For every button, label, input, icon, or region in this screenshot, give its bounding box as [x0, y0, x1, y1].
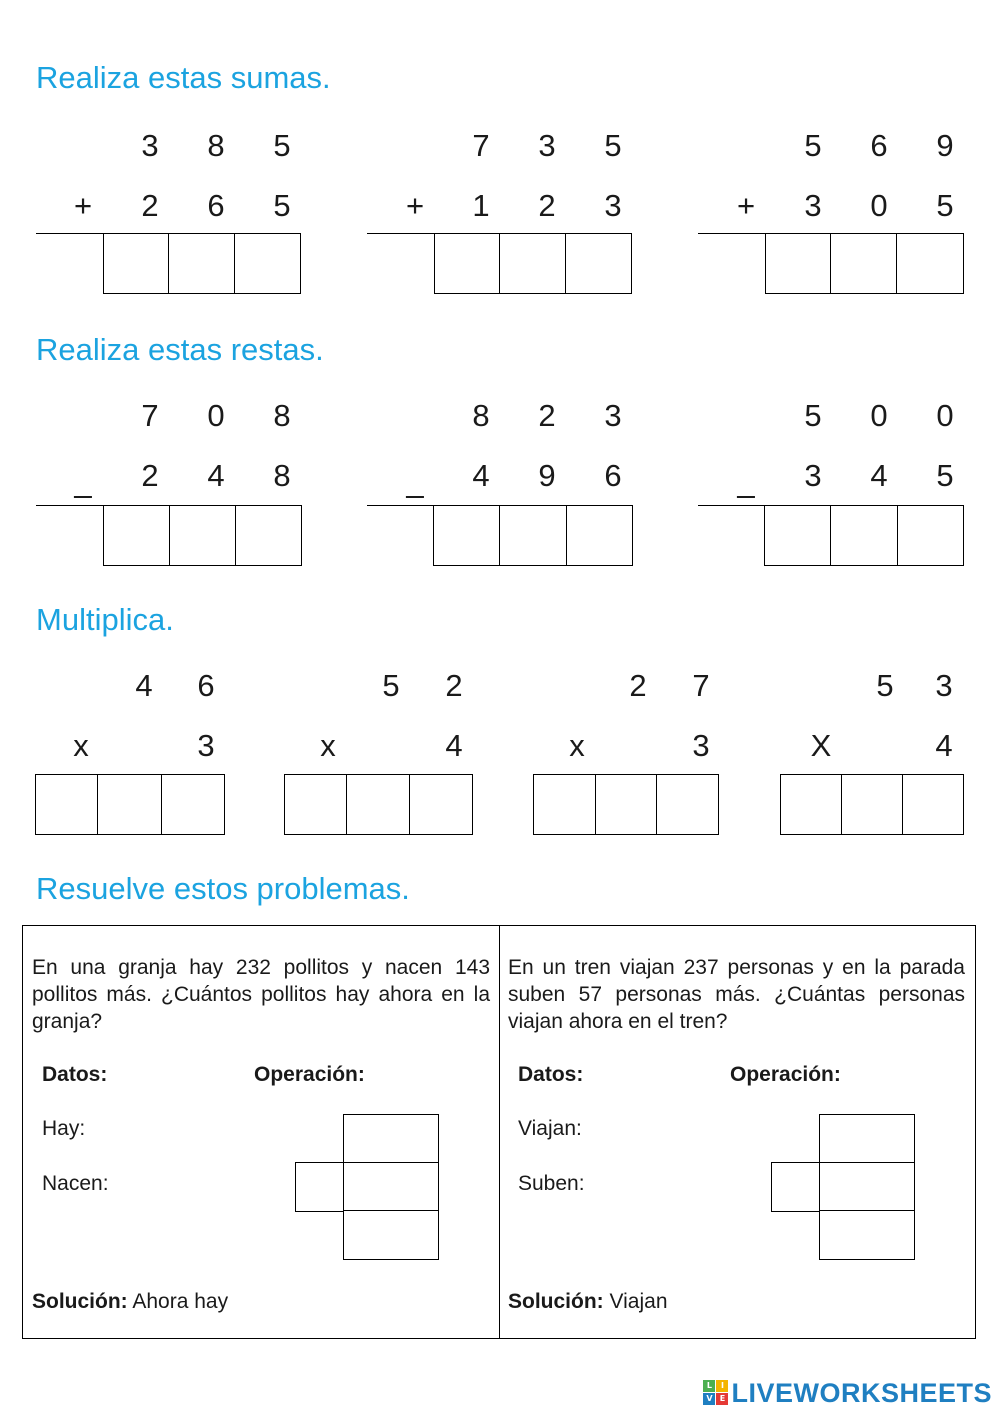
operation-sign-box[interactable]: [771, 1162, 821, 1212]
subtraction-line: [36, 505, 103, 506]
operation-box[interactable]: [343, 1114, 439, 1164]
operation-box[interactable]: [343, 1162, 439, 1212]
solution-line: [508, 1290, 668, 1314]
answer-box[interactable]: [566, 505, 633, 566]
digit: 7: [141, 398, 159, 433]
data-label: Datos:: [42, 1063, 108, 1086]
digit: 5: [604, 128, 622, 163]
logo-text: LIVEWORKSHEETS: [731, 1377, 992, 1408]
digit: 5: [876, 668, 894, 703]
subtraction-line: [367, 505, 434, 506]
digit: 6: [197, 668, 215, 703]
digit: 0: [936, 398, 954, 433]
digit: 7: [472, 128, 490, 163]
digit: 2: [538, 188, 556, 223]
answer-box[interactable]: [765, 233, 832, 294]
sum-line: [36, 233, 103, 234]
times-sign: x: [569, 728, 585, 763]
answer-box[interactable]: [656, 774, 719, 835]
answer-box[interactable]: [434, 233, 501, 294]
answer-box[interactable]: [103, 233, 170, 294]
digit: 5: [936, 458, 954, 493]
data-line-1: Viajan:: [518, 1117, 582, 1140]
digit: 4: [135, 668, 153, 703]
digit: 3: [604, 398, 622, 433]
operation-label: Operación:: [254, 1063, 365, 1086]
answer-box[interactable]: [896, 233, 964, 294]
digit: 3: [935, 668, 953, 703]
answer-box[interactable]: [565, 233, 632, 294]
answer-box[interactable]: [103, 505, 171, 566]
liveworksheets-logo: [703, 1378, 992, 1408]
digit: 8: [273, 398, 291, 433]
answer-box[interactable]: [169, 505, 237, 566]
problem-statement: En una granja hay 232 pollitos y nacen 143 pollitos más. ¿Cuántos pollitos hay ahora en la granja?: [32, 956, 490, 1033]
data-line-2: Nacen:: [42, 1172, 109, 1195]
answer-box[interactable]: [897, 505, 964, 566]
digit: 2: [141, 458, 159, 493]
operation-box[interactable]: [819, 1114, 915, 1164]
answer-box[interactable]: [235, 505, 302, 566]
digit: 9: [538, 458, 556, 493]
problem-statement: En un tren viajan 237 personas y en la parada suben 57 personas más. ¿Cuántas personas viajan ahora en el tren?: [508, 956, 965, 1033]
data-line-1: Hay:: [42, 1117, 86, 1140]
solution-text: Viajan: [609, 1290, 668, 1313]
subtraction-line: [698, 505, 765, 506]
digit: 5: [936, 188, 954, 223]
digit: 3: [604, 188, 622, 223]
sum-line: [698, 233, 765, 234]
digit: 5: [273, 128, 291, 163]
digit: 5: [273, 188, 291, 223]
answer-box[interactable]: [161, 774, 225, 835]
data-label: Datos:: [518, 1063, 584, 1086]
problems-heading: Resuelve estos problemas.: [36, 871, 410, 906]
minus-sign: _: [737, 464, 755, 499]
answer-box[interactable]: [346, 774, 411, 835]
solution-line: [32, 1290, 228, 1314]
digit: 1: [472, 188, 490, 223]
answer-box[interactable]: [499, 505, 567, 566]
operation-label: Operación:: [730, 1063, 841, 1086]
digit: 0: [870, 188, 888, 223]
answer-box[interactable]: [841, 774, 904, 835]
data-line-2: Suben:: [518, 1172, 585, 1195]
answer-box[interactable]: [409, 774, 473, 835]
answer-box[interactable]: [35, 774, 99, 835]
solution-label: Solución:: [508, 1290, 604, 1313]
answer-box[interactable]: [533, 774, 597, 835]
answer-box[interactable]: [97, 774, 162, 835]
digit: 4: [445, 728, 463, 763]
answer-box[interactable]: [168, 233, 235, 294]
solution-text: Ahora hay: [132, 1290, 229, 1313]
multiply-heading: Multiplica.: [36, 602, 174, 637]
answer-box[interactable]: [284, 774, 348, 835]
digit: 6: [870, 128, 888, 163]
digit: 2: [141, 188, 159, 223]
answer-box[interactable]: [780, 774, 843, 835]
digit: 2: [538, 398, 556, 433]
result-box[interactable]: [343, 1210, 439, 1260]
digit: 4: [472, 458, 490, 493]
digit: 3: [692, 728, 710, 763]
digit: 3: [141, 128, 159, 163]
times-sign: x: [73, 728, 89, 763]
digit: 5: [804, 128, 822, 163]
answer-box[interactable]: [234, 233, 301, 294]
digit: 9: [936, 128, 954, 163]
solution-label: Solución:: [32, 1290, 128, 1313]
digit: 2: [629, 668, 647, 703]
digit: 5: [382, 668, 400, 703]
digit: 2: [445, 668, 463, 703]
times-sign: X: [810, 728, 832, 763]
digit: 0: [207, 398, 225, 433]
digit: 4: [207, 458, 225, 493]
subtractions-heading: Realiza estas restas.: [36, 332, 324, 367]
operation-sign-box[interactable]: [295, 1162, 345, 1212]
digit: 3: [804, 188, 822, 223]
sum-line: [367, 233, 434, 234]
answer-box[interactable]: [433, 505, 501, 566]
digit: 4: [935, 728, 953, 763]
times-sign: x: [320, 728, 336, 763]
digit: 5: [804, 398, 822, 433]
plus-sign: +: [405, 188, 425, 223]
plus-sign: +: [73, 188, 93, 223]
answer-box[interactable]: [499, 233, 566, 294]
logo-grid-icon: L I V E: [703, 1380, 729, 1406]
problems-divider: [499, 925, 500, 1339]
operation-box[interactable]: [819, 1162, 915, 1212]
sums-heading: Realiza estas sumas.: [36, 60, 331, 95]
digit: 0: [870, 398, 888, 433]
minus-sign: _: [74, 464, 92, 499]
answer-box[interactable]: [830, 233, 897, 294]
digit: 3: [538, 128, 556, 163]
digit: 6: [207, 188, 225, 223]
digit: 4: [870, 458, 888, 493]
answer-box[interactable]: [830, 505, 898, 566]
answer-box[interactable]: [595, 774, 658, 835]
result-box[interactable]: [819, 1210, 915, 1260]
plus-sign: +: [736, 188, 756, 223]
digit: 7: [692, 668, 710, 703]
answer-box[interactable]: [764, 505, 832, 566]
minus-sign: _: [406, 464, 424, 499]
digit: 8: [472, 398, 490, 433]
digit: 8: [207, 128, 225, 163]
digit: 3: [804, 458, 822, 493]
digit: 6: [604, 458, 622, 493]
answer-box[interactable]: [902, 774, 964, 835]
digit: 3: [197, 728, 215, 763]
digit: 8: [273, 458, 291, 493]
